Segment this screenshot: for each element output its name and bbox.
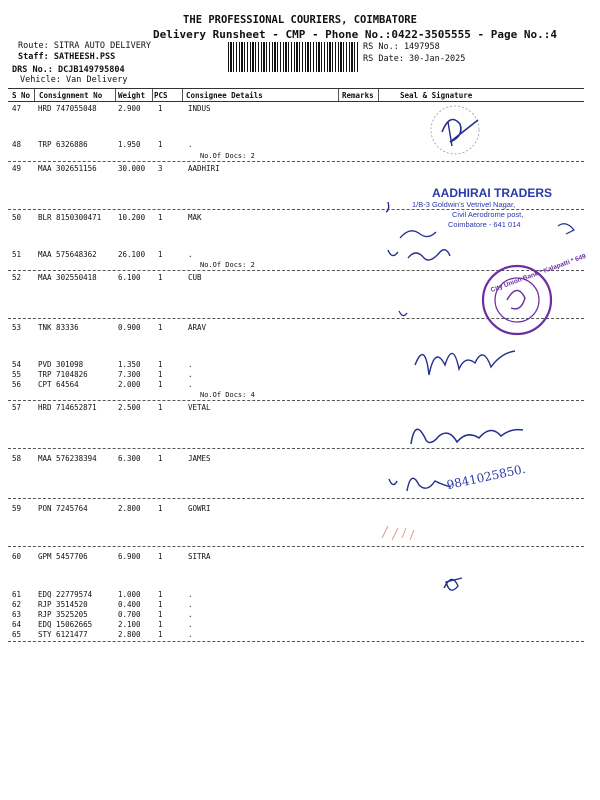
rs-date: RS Date: 30-Jan-2025 <box>363 54 466 64</box>
col-weight: Weight <box>118 91 146 100</box>
col-consignment: Consignment No <box>39 91 103 100</box>
tick-mark <box>395 305 435 325</box>
col-sno: S No <box>12 91 31 100</box>
faint-seal-signature <box>420 102 490 162</box>
bank-seal-text: City Union Bank * Kalapatti * 649 <box>489 252 587 295</box>
staff-label: Staff: SATHEESH.PSS <box>18 52 116 62</box>
signature-row-54 <box>405 335 535 390</box>
aadhirai-stamp-line1: 1/B-3 Goldwin's Vetrivel Nagar, <box>412 200 516 209</box>
col-pcs: PCS <box>154 91 168 100</box>
drs-number: DRS No.: DCJB149795804 <box>12 65 125 75</box>
signature-row-61 <box>440 570 470 600</box>
col-consignee: Consignee Details <box>186 91 263 100</box>
rs-number: RS No.: 1497958 <box>363 42 440 52</box>
barcode <box>228 42 358 72</box>
aadhirai-stamp-line3: Coimbatore - 641 014 <box>448 220 521 229</box>
col-remarks: Remarks <box>342 91 374 100</box>
company-title: THE PROFESSIONAL COURIERS, COIMBATORE <box>183 14 417 26</box>
signature-row-57 <box>405 408 535 458</box>
header-rule-bottom <box>8 101 584 102</box>
handwritten-phone: 9841025850. <box>445 461 527 493</box>
faint-mark-row-59 <box>378 518 428 548</box>
runsheet-subtitle: Delivery Runsheet - CMP - Phone No.:0422-3505555 - Page No.:4 <box>153 28 557 41</box>
header-rule-top <box>8 88 584 89</box>
route-label: Route: SITRA AUTO DELIVERY <box>18 41 152 51</box>
col-signature: Seal & Signature <box>400 91 473 100</box>
aadhirai-stamp-line2: Civil Aerodrome post, <box>452 210 524 219</box>
vehicle-label: Vehicle: Van Delivery <box>20 75 128 85</box>
aadhirai-stamp-name: AADHIRAI TRADERS <box>432 186 552 200</box>
bank-seal <box>465 262 575 342</box>
